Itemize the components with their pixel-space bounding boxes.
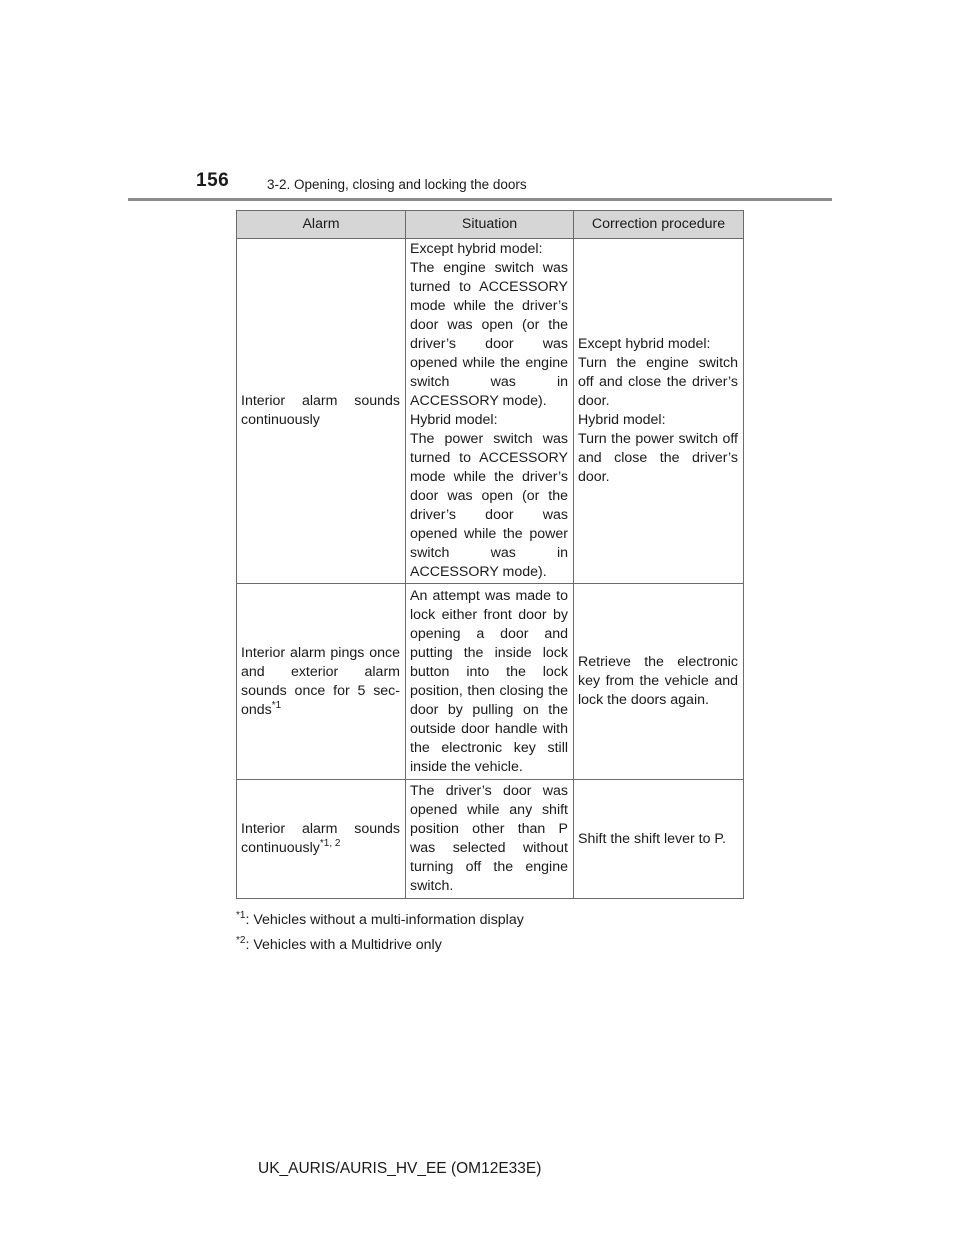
situation-text: The engine switch was turned to ACCESSORY mode while the driver’s door was open (or the driver’s door was opened while the engine switch was in ACCESSORY mode). <box>410 260 568 409</box>
alarm-footnote-mark: *1, 2 <box>319 838 341 849</box>
correction-text: Turn the engine switch off and close the driver’s door. <box>578 355 738 409</box>
situation-text: An attempt was made to lock either front door by opening a door and putting the inside lock button into the lock position, then closing the door by pulling on the outside door handle with the electronic key still inside the vehicle. <box>410 587 568 775</box>
alarm-text: Interior alarm pings once and exterior alarm sounds once for 5 sec-onds <box>241 644 400 718</box>
footnote-text: : Vehicles with a Multidrive only <box>245 937 442 953</box>
footnote <box>236 937 442 953</box>
header-divider <box>128 198 832 201</box>
alarm-cell <box>237 780 406 899</box>
correction-text: Except hybrid model: <box>578 336 711 352</box>
section-title: 3-2. Opening, closing and locking the doors <box>267 177 527 192</box>
table-row <box>237 780 744 899</box>
situation-text: The power switch was turned to ACCESSORY mode while the driver’s door was open (or the driver’s door was opened while the power switch was in ACCESSORY mode). <box>410 431 568 580</box>
table-row <box>237 584 744 780</box>
column-header-correction: Correction procedure <box>574 211 744 239</box>
situation-cell <box>406 239 574 584</box>
situation-text: The driver’s door was opened while any shift position other than P was selected without turning off the engine switch. <box>410 783 568 894</box>
situation-text: Except hybrid model: <box>410 241 543 257</box>
situation-cell <box>406 780 574 899</box>
correction-cell <box>574 584 744 780</box>
situation-text: Hybrid model: <box>410 412 498 428</box>
footnote-text: : Vehicles without a multi-information display <box>245 912 524 928</box>
column-header-situation: Situation <box>406 211 574 239</box>
alarm-footnote-mark: *1 <box>271 699 282 711</box>
correction-cell <box>574 239 744 584</box>
table-header-row <box>237 211 744 239</box>
correction-text: Shift the shift lever to P. <box>578 830 726 847</box>
footnote <box>236 912 524 928</box>
correction-text: Hybrid model: <box>578 412 666 428</box>
situation-cell <box>406 584 574 780</box>
alarm-cell <box>237 584 406 780</box>
alarm-text: Interior alarm sounds continuously <box>241 393 400 428</box>
correction-text: Retrieve the electronic key from the vehicle and lock the doors again. <box>578 654 738 708</box>
correction-text: Turn the power switch off and close the driver’s door. <box>578 431 738 485</box>
column-header-alarm: Alarm <box>237 211 406 239</box>
document-code: UK_AURIS/AURIS_HV_EE (OM12E33E) <box>258 1160 542 1177</box>
correction-cell <box>574 780 744 899</box>
table-row <box>237 239 744 584</box>
footnote-mark: *2 <box>236 935 246 946</box>
alarm-text: Interior alarm sounds continuously <box>241 821 400 856</box>
alarm-cell <box>237 239 406 584</box>
page-number: 156 <box>196 170 230 191</box>
footnote-mark: *1 <box>236 910 246 921</box>
alarm-table <box>236 210 744 899</box>
